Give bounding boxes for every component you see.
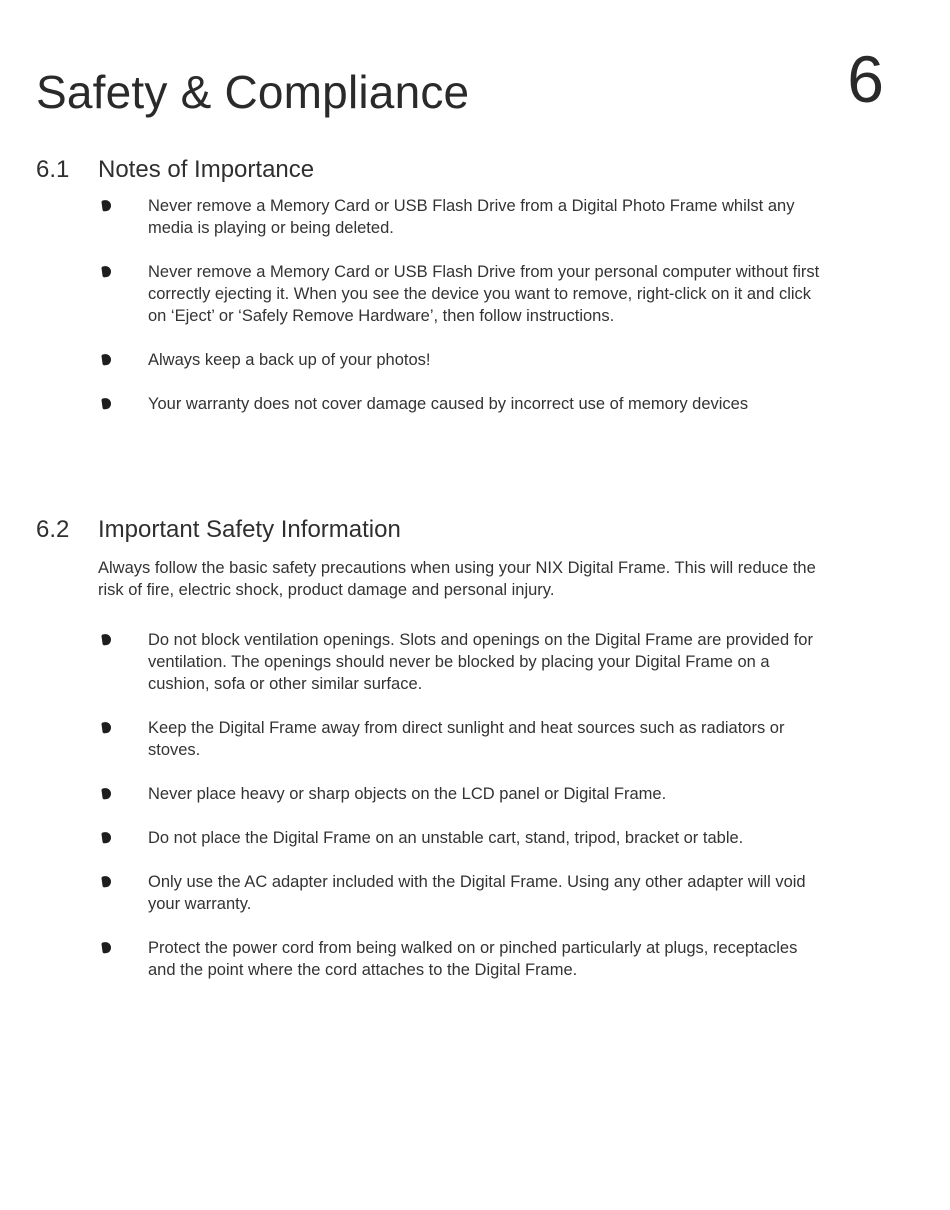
bullet-list (98, 195, 836, 415)
bullet-icon (101, 397, 111, 409)
list-item (98, 783, 828, 805)
list-item (98, 827, 828, 849)
bullet-icon (101, 721, 111, 733)
list-item-text: Never place heavy or sharp objects on the LCD panel or Digital Frame. (148, 785, 667, 803)
list-item (98, 629, 828, 695)
bullet-icon (101, 875, 111, 887)
bullet-icon (101, 633, 111, 645)
chapter-number: 6 (847, 42, 884, 116)
list-item-text: Do not block ventilation openings. Slots and openings on the Digital Frame are provided for ventilation. The openings should never be blocked by placing your Digital Frame on a cushion, sofa or other similar surface. (148, 631, 813, 693)
list-item-text: Do not place the Digital Frame on an unstable cart, stand, tripod, bracket or table. (148, 829, 744, 847)
list-item-text: Keep the Digital Frame away from direct sunlight and heat sources such as radiators or stoves. (148, 719, 785, 759)
list-item-text: Your warranty does not cover damage caused by incorrect use of memory devices (148, 395, 749, 413)
list-item (98, 717, 828, 761)
list-item-text: Never remove a Memory Card or USB Flash Drive from a Digital Photo Frame whilst any media is playing or being deleted. (148, 197, 795, 237)
list-item (98, 871, 828, 915)
bullet-icon (101, 787, 111, 799)
list-item-text: Always keep a back up of your photos! (148, 351, 431, 369)
section-heading: Important Safety Information (98, 516, 401, 543)
section-number: 6.2 (36, 516, 70, 543)
list-item (98, 261, 828, 327)
section-important-safety-information (36, 515, 836, 1003)
list-item (98, 937, 828, 981)
bullet-icon (101, 831, 111, 843)
bullet-icon (101, 265, 111, 277)
list-item (98, 195, 828, 239)
list-item-text: Never remove a Memory Card or USB Flash Drive from your personal computer without first correctly ejecting it. When you see the device you want to remove, right-click on it and click on ‘Eject’ or ‘Safely Remove Hardware’, then follow instructions. (148, 263, 820, 325)
section-header (36, 515, 836, 545)
section-notes-of-importance (36, 155, 836, 437)
bullet-icon (101, 353, 111, 365)
list-item-text: Protect the power cord from being walked on or pinched particularly at plugs, receptacles and the point where the cord attaches to the Digital Frame. (148, 939, 798, 979)
section-header (36, 155, 836, 185)
list-item (98, 393, 828, 415)
bullet-icon (101, 941, 111, 953)
list-item (98, 349, 828, 371)
section-number: 6.1 (36, 156, 70, 183)
bullet-icon (101, 199, 111, 211)
page-title: Safety & Compliance (36, 65, 470, 118)
section-heading: Notes of Importance (98, 156, 315, 183)
bullet-list (98, 629, 836, 981)
list-item-text: Only use the AC adapter included with the Digital Frame. Using any other adapter will void your warranty. (148, 873, 806, 913)
section-intro: Always follow the basic safety precautions when using your NIX Digital Frame. This will reduce the risk of fire, electric shock, product damage and personal injury. (98, 559, 816, 599)
